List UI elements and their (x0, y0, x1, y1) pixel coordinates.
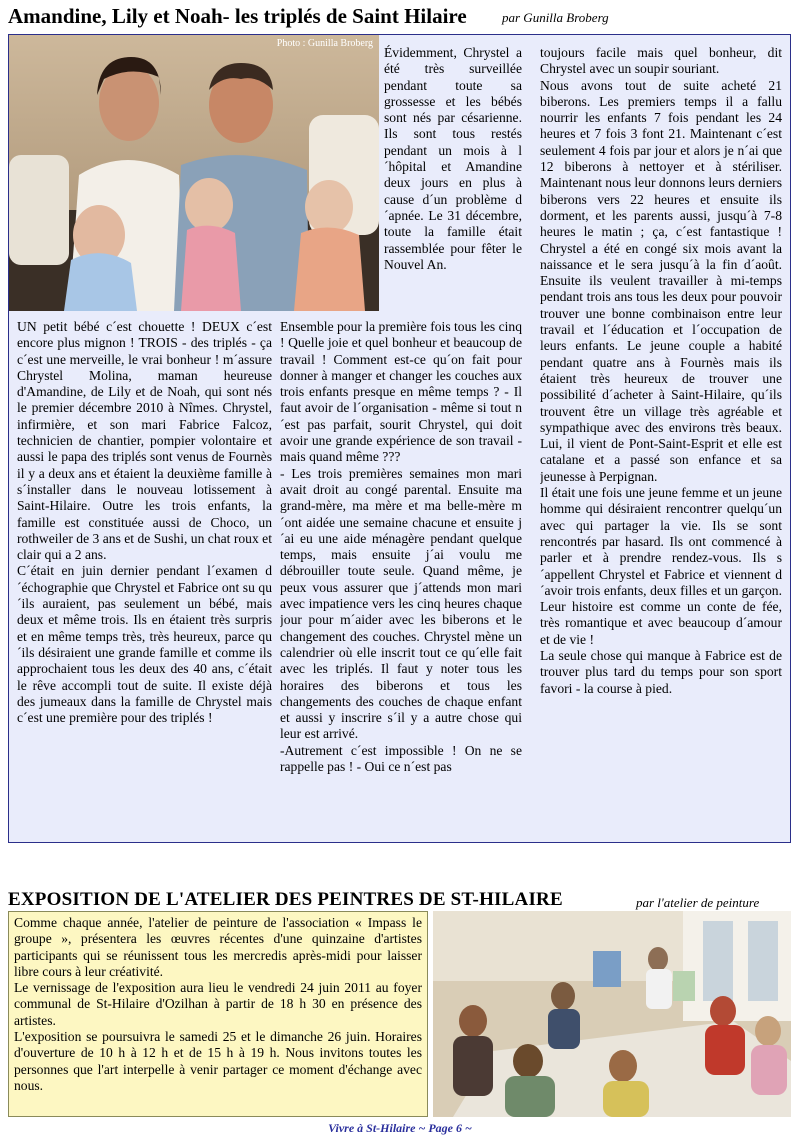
exhibition-text (14, 915, 422, 1113)
exhibition-byline: par l'atelier de peinture (636, 895, 760, 910)
article-byline: par Gunilla Broberg (502, 10, 609, 25)
article-title: Amandine, Lily et Noah- les triplés de Saint Hilaire (8, 4, 467, 28)
column-3 (540, 45, 782, 815)
family-photo (9, 35, 379, 311)
paragraph: - Les trois premières semaines mon mari avait droit au congé parental. Ensuite ma grand-mère, ma mère et ma belle-mère m´ont aidée une semaine chacune et ensuite j´ai eu une aide ménagère pendant quelque temps, mais ensuite j´ai voulu me débrouiller toute seule. Quand même, je peux vous assurer que j´attends mon mari avec impatience vers les cinq heures chaque jour pour m´aider avec les biberons et le changement des couches. Chrystel mène un calendrier où elle inscrit tout ce qu´elle fait avec les triplés. Il faut y noter tous les horaires des biberons et tous les changements des couches de chaque enfant et aussi y inscrire s´il y a autre chose qui leur est arrivé. (280, 465, 522, 742)
paragraph: toujours facile mais quel bonheur, dit Chrystel avec un soupir souriant. (540, 45, 782, 77)
column-top (384, 45, 522, 319)
workshop-photo (433, 911, 791, 1117)
paragraph: UN petit bébé c´est chouette ! DEUX c´est encore plus mignon ! TROIS - des triplés - ça c´est une merveille, le vrai bonheur ! m´assure Chrystel Molina, maman heureuse d'Amandine, de Lily et de Noah, qui sont nés le premier décembre 2010 à Nîmes. Chrystel, infirmière, et son mari Fabrice Falcoz, technicien de chantier, pompier volontaire et aussi le papa des triplés sont venus de Fournès il y a deux ans et étaient la deuxième famille à s´installer dans le nouveau lotissement à Saint-Hilaire. Outre les trois enfants, la famille est constituée aussi de Choco, un rothweiler de 3 ans et de Sushi, un chat roux et clair qui a 2 ans. (17, 319, 272, 563)
paragraph: Ensemble pour la première fois tous les cinq ! Quelle joie et quel bonheur et beaucoup de travail ! Comment est-ce qu´on fait pour donner à manger et changer les couches aux trois enfants presque en même temps ? - Il faut avoir de l´organisation - même si tout n´est pas parfait, sourit Chrystel, qui doit avoir une grande expérience de son travail - mais quand même ??? (280, 319, 522, 465)
family-photo-illustration (9, 35, 379, 311)
paragraph: Comme chaque année, l'atelier de peinture de l'association « Impass le groupe », présentera les œuvres récentes d'une quinzaine d'artistes participants qui se réunissent tous les mercredis après-midi pour laisser libre cours à leur créativité. (14, 915, 422, 979)
paragraph: Évidemment, Chrystel a été très surveillée pendant toute sa grossesse et les bébés sont nés par césarienne. Ils sont tous restés pendant un mois à l´hôpital et Amandine deux jours en plus à cause d´un problème d´apnée. Le 31 décembre, toute la famille était rassemblée pour fêter le Nouvel An. (384, 45, 522, 272)
paragraph: -Autrement c´est impossible ! On ne se rappelle pas ! - Oui ce n´est pas (280, 742, 522, 775)
paragraph: L'exposition se poursuivra le samedi 25 et le dimanche 26 juin. Horaires d'ouverture de 10 h à 12 h et de 15 h à 19 h. Nous invitons toutes les personnes que l'art interpelle à venir partager ce moment d'échange avec nous. (14, 1029, 422, 1093)
column-1 (17, 319, 272, 839)
workshop-photo-illustration (433, 911, 791, 1117)
paragraph: Il était une fois une jeune femme et un jeune homme qui désiraient rencontrer quelqu´un avec qui partager la vie. Ils se sont rencontrés par hasard. Ils ont commencé à parler et à prendre rendez-vous. Ils s´appellent Chrystel et Fabrice et viennent d´avoir trois enfants, deux filles et un garçon. Leur histoire est comme un conte de fée, très romantique et avec beaucoup d´amour et de vie ! (540, 485, 782, 647)
paragraph: Nous avons tout de suite acheté 21 biberons. Les premiers temps il a fallu nourrir les enfants 7 fois pendant les 24 heures et 7 fois 3 font 21. Maintenant c´est seulement 4 fois par jour et alors je n´ai que 12 biberons à nettoyer et à stériliser. Maintenant nous leur donnons leurs derniers biberons vers 22 heures et ensuite ils dorment, et les parents aussi, jusqu´à 7-8 heures le matin ; ça, c´est fantastique ! Chrystel a été en congé six mois avant la naissance et le sera jusqu´à la fin d´août. Ensuite ils veulent travailler à mi-temps pendant trois ans tous les deux pour pouvoir trouver une bonne combinaison entre leur travail et l´éducation et l´occupation de leurs enfants. Le jeune couple a habité pendant quatre ans à Fournès mais ils étaient très heureux de trouver une possibilité d´acheter à Saint-Hilaire, qu´ils trouvent être un village très agréable et sympathique avec des environs très beaux. Lui, il vient de Pont-Saint-Esprit et elle est catalane et a passé son enfance et sa jeunesse à Perpignan. (540, 77, 782, 484)
exhibition-title: EXPOSITION DE L'ATELIER DES PEINTRES DE ST-HILAIRE (8, 889, 563, 910)
paragraph: Le vernissage de l'exposition aura lieu le vendredi 24 juin 2011 au foyer communal de St-Hilaire d'Ozilhan à partir de 18 h 30 en présence des artistes. (14, 980, 422, 1028)
page-footer: Vivre à St-Hilaire ~ Page 6 ~ (328, 1121, 472, 1135)
photo-credit: Photo : Gunilla Broberg (276, 38, 373, 49)
paragraph: La seule chose qui manque à Fabrice est de trouver plus tard du temps pour son sport favori - la course à pied. (540, 647, 782, 696)
column-2 (280, 319, 522, 839)
paragraph: C´était en juin dernier pendant l´examen d´échographie que Chrystel et Fabrice ont su qu´ils auraient, pas seulement un bébé, mais deux et même trois. Ils en étaient très surpris et en même temps très, très heureux, parce qu´ils désiraient une grande famille et comme ils approchaient tous les deux des 40 ans, c´était le rêve accompli tout de suite. Il existe déjà des jumeaux dans la famille de Chrystel mais c´est une première pour des triplés ! (17, 563, 272, 726)
